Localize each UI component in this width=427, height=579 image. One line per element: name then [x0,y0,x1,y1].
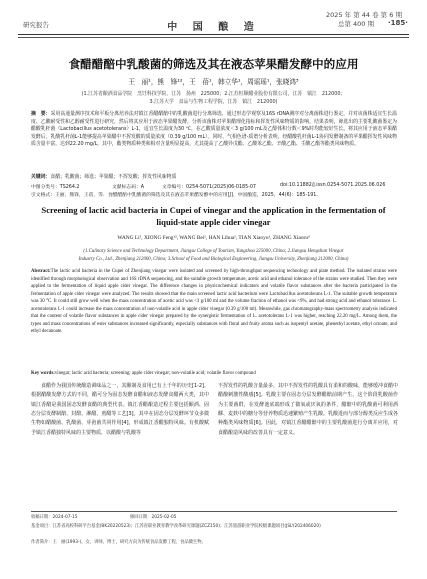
revised-date [130,514,176,522]
affiliation-english-line: (1.Culinary Science and Technology Department, Jiangsu College of Tourism, Yangzhou 225000, China; 2.Jiangsu Hengshun Vinegar [83,249,344,254]
abstract-text: 采用高通量测序技术和平板分离培养法对镇江香醋醋醅中的乳酸菌进行分离筛选，通过形态学观察及16S rDNA测序对分离菌株进行鉴定，并对该菌株适宜生长温度、乙酸耐受性和乙醇耐受性进行研究，然后将其应用于液态苹果醋发酵，分析该菌株对苹果醋理化指标和挥发性风味物质的影响。结果表明，筛选出的主要乳酸菌鉴定为醋酸乳杆菌（Lactobacillus acetotolerans）L-1，适宜生长温度为30 ℃，在乙酸质量浓度＜3 g/100 mL及乙醇体积分数＜9%时均能较好生长。将其应用于液态苹果醋发酵后，乳酸乳杆菌L-1能够提高苹果醋中不挥发酸的质量浓度（0.39 g/100 mL）。同时，气相色谱-质谱分析表明，经醋酸乳杆菌L-1协同发酵制备的苹果醋挥发性风味物质含量丰富，达到22.20 mg/L，其中，酯类物质种类和相对含量明显提高，尤其提高了乙酸异戊酯、乙酸苯乙酯、辛酸乙酯、壬酸乙酯等酯类风味物质。 [31,111,398,148]
received-label: 收稿日期： [31,515,53,520]
article-number: 文章编号：0254-5071(2025)06-0185-07 [162,185,256,190]
title-chinese: 食醋醋醅中乳酸菌的筛选及其在液态苹果醋发酵中的应用 [68,57,359,71]
citation-format: 引文格式：王丽，熊锋，王蓓，等．食醋醋醅中乳酸菌的筛选及其在液态苹果醋发酵中的应用[J]．中国酿造，2025，44(6)：185-191. [31,193,318,198]
header-rule-thin [18,37,409,38]
body-column-left: 食醋作为我国传统酿造调味品之一，其酿制及食用已有上千年的历史[1-2]。根据醋酸发酵方式的不同，醋可分为固态发酵食醋和液态发酵食醋两大类，其中镇江香醋是我国固态发酵食醋的典型代表。镇江香醋酿造过程主要包括酿酒、固态分层发酵制醅、封醅、淋醋、煎醋等工艺[3]，其中在固态分层发酵环节众多微生物如醋酸菌、乳酸菌、芽孢菌共同作用[4]，形成镇江香醋独特风味。有机酸赋予镇江香醋独特风味的主要物质，以醋酸与乳酸等 [31,383,209,436]
affiliation-chinese-line: 3.江苏大学 食品与生物工程学院，江苏 镇江 212000) [149,99,278,105]
revised-label: 修回日期： [130,515,152,520]
author-bio-label: 作者简介： [31,540,53,545]
footnote-rule [31,511,397,512]
keywords-chinese [31,174,397,182]
total-issue: 总第 400 期 [337,20,375,28]
body-column-right: 不挥发性的乳酸含量最多，其中不挥发性的乳酸具有柔和的酸味，能够缓冲食醋中醋酸刺激性酸感[5]。乳酸主要在固态分层发酵醋醅前期产生，这个阶段乳酸菌作为主要菌群，在发酵池底端形成了微氧或厌氧的条件，醋醅中的乳酸菌可利用酒醪、麦麸中的糖分等营养物质迅速繁殖产生乳酸。乳酸进而与部分醇类反应生成各种酯类风味物质[6]。因此，对镇江香醋醋醅中的主要乳酸菌进行分离并应用，对食醋酿造风味的改善具有一定意义。 [218,383,399,436]
revised-value: 2025-02-05 [151,515,177,520]
issue-info: 2025 年 第 44 卷 第 6 期 [326,11,402,19]
keywords-text: 食醋；乳酸菌；筛选；苹果醋；不挥发酸；挥发性风味物质 [50,174,177,180]
keywords-text-en: vinegar; lactic acid bacteria; screening; apple cider vinegar; non-volatile acid; volatile flavor compound [54,371,256,376]
funding-text: 江苏省高校科研平台基金(BK20220523)；江苏省职业教育教学改革研究课题(ZCZ150)；江苏旅游职业学院校级课题项目(JSLY202406020) [52,524,321,529]
keywords-label: 关键词： [31,174,51,180]
authors-chinese: 王 丽¹，熊 锋¹²，王 蓓¹，韩立华¹，周谣瑶¹，张晓鸿³ [128,78,299,86]
author-bio [31,539,401,547]
abstract-label-en: Abstract: [31,269,51,274]
title-english-line: Screening of lactic acid bacteria in Cupei of vinegar and the application in the fermentation of [41,205,386,215]
journal-name: 中 国 酿 造 [167,22,260,33]
received-value: 2024-07-15 [52,515,78,520]
abstract-english [31,268,397,336]
clc-number: 中图分类号：TS264.2 [31,185,80,190]
keywords-label-en: Key words: [31,371,55,376]
section-label: 研究报告 [23,21,49,29]
authors-english: WANG Li¹, XIONG Feng¹², WANG Bei¹, HAN Lihua¹, TIAN Xiaoyu¹, ZHANG Xiaoru³ [117,235,310,241]
funding-label: 基金项目： [31,524,53,529]
received-date [31,514,77,522]
keywords-english [31,370,397,378]
doi: doi:10.11882/j.issn.0254-5071.2025.06.026 [280,183,386,188]
title-english [0,204,427,228]
abstract-text-en: The lactic acid bacteria in the Cupei of Zhenjiang vinegar were isolated and screened by high-throughput sequencing technology and plate method. The isolated strains were identified through morphological observation and 16S rDNA sequencing, and the suitable growth temperature, acetic acid and ethanol tolerance of the strains were studied. Then they were applied to the fermentation of liquid apple cider vinegar. The difference changes in physicochemical indicators and volatile flavor substances after the bacteria participated in the fermentation of apple cider vinegar were analyzed. The results showed that the main screened lactic acid bacterium were Lactobacillus acetotolerans L-1. The suitable growth temperature was 30 °C. It could still grow well when the mass concentration of acetic acid was <3 g/100 ml and the volume fraction of ethanol was <9%, and had strong acid and ethanol tolerance. L. acetotolerans L-1 could increase the mass concentration of non-volatile acid in apple cider vinegar (0.39 g/100 ml). Meanwhile, gas chromatography-mass spectrometry analysis indicated that the content of volatile flavor substances in apple cider vinegar prepared by the synergistic fermentation of L. acetotolerans L-1 was higher, reaching 22.20 mg/L. Among them, the types and mass concentrations of ester substances increased significantly, especially substances with floral and fruity aroma such as isopentyl acetate, phenethyl acetate, ethyl octoate, and ethyl decanoate. [31,269,397,334]
abstract-chinese [31,111,397,149]
funding [31,523,401,531]
author-bio-text: 王 丽(1993-)，女，讲师，博士，研究方向为传统食品发酵工程、食品微生物。 [52,540,206,545]
abstract-label: 摘 要： [31,111,51,117]
page-header [0,8,427,34]
document-code: 文献标志码：A [112,185,145,190]
header-rule [18,34,409,35]
title-english-line: liquid-state apple cider vinegar [156,217,271,227]
page-number: ·185· [388,19,408,27]
affiliation-chinese-line: (1.江苏省酿酒食品学院 烹饪科技学院，江苏 扬州 225000；2.江苏恒顺醋业股份有限公司，江苏 镇江 212000； [81,91,346,97]
affiliation-english-line: Industry Co., Ltd., Zhenjiang 212000, China; 3.School of Food and Biological Engineering, Jiangsu University, Zhenjiang 212000, China) [78,257,349,262]
